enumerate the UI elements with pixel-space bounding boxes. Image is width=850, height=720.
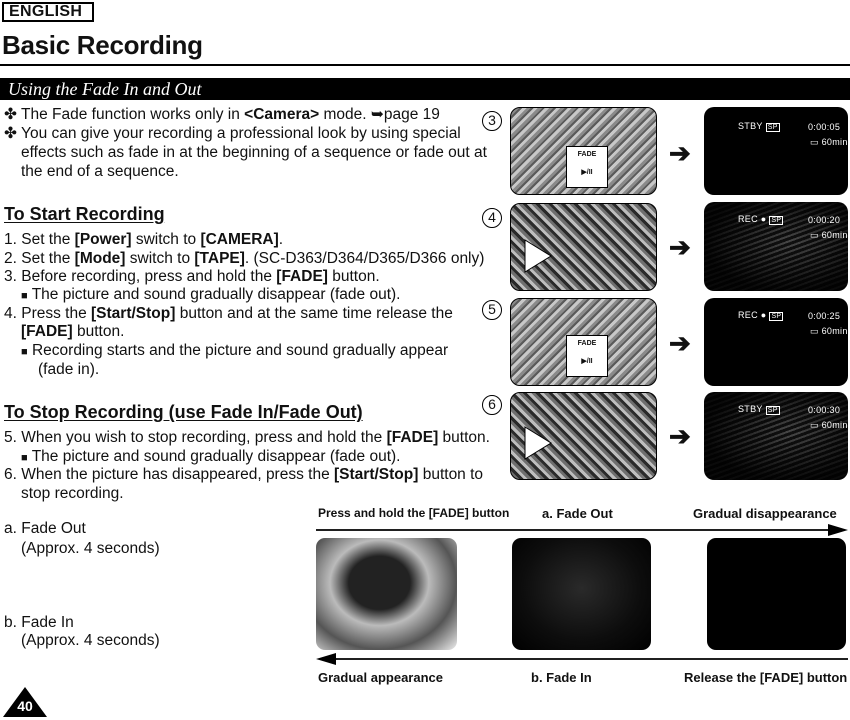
camera-photo-step-6 [510,392,657,480]
viewfinder-step-5 [704,298,848,386]
step-3: 3. Before recording, press and hold the [FADE] button. [4,268,380,285]
tape-icon: ▭ [810,326,819,336]
title-rule [0,64,850,66]
step-6-line-2: stop recording. [21,485,124,502]
square-bullet-icon: ■ [21,346,28,358]
step-4-note-line-2: (fade in). [38,361,100,378]
play-pause-label: ▶/II [581,358,593,365]
right-arrow-icon: ➔ [669,232,691,262]
time-readout: 0:00:20 [808,215,841,225]
fade-out-arrow-icon [316,524,848,536]
viewfinder-step-3 [704,107,848,195]
intro-bullet-1: ✤ The Fade function works only in <Camera> mode. ➥page 19 [4,106,440,123]
start-heading: To Start Recording [4,204,165,224]
step-5-note: ■ The picture and sound gradually disappear (fade out). [21,448,401,465]
time-readout: 0:00:25 [808,311,841,321]
language-tab: ENGLISH [2,2,94,22]
status-readout: STBY SP [738,404,778,414]
right-arrow-icon: ➔ [669,328,691,358]
right-arrow-icon: ➔ [669,138,691,168]
tape-remaining: ▭ 60min [810,230,848,240]
step-2: 2. Set the [Mode] switch to [TAPE]. (SC-D363/D364/D365/D366 only) [4,250,485,267]
sequence-label-fade-in: b. Fade In [531,670,592,685]
square-bullet-icon: ■ [21,290,28,302]
sequence-frame-full-picture [316,538,457,650]
step-number-4: 4 [482,208,502,228]
step-4-line-2: [FADE] button. [21,323,125,340]
step-number-6: 6 [482,395,502,415]
fade-button: FADE ▶/II [566,335,608,377]
intro-bullet-2-line-2: effects such as fade in at the beginning of a sequence or fade out at [21,144,487,161]
sequence-label-appearance: Gradual appearance [318,670,443,685]
sequence-label-release: Release the [FADE] button [684,670,848,685]
legend-fade-out-duration: (Approx. 4 seconds) [21,540,160,557]
tape-remaining: ▭ 60min [810,326,848,336]
status-readout: REC ● SP [738,310,782,320]
play-pause-label: ▶/II [581,169,593,176]
intro-bullet-2: ✤ You can give your recording a professional look by using special [4,125,461,142]
camera-photo-step-5 [510,298,657,386]
sequence-frame-black [707,538,846,650]
legend-fade-in-duration: (Approx. 4 seconds) [21,632,160,649]
page-title: Basic Recording [2,30,203,60]
legend-fade-out-title: a. Fade Out [4,520,86,537]
sequence-label-press: Press and hold the [FADE] button [318,506,510,520]
bullet-icon: ✤ [4,106,17,123]
square-bullet-icon: ■ [21,452,28,464]
press-arrow-icon [511,204,657,291]
tape-icon: ▭ [810,137,819,147]
tape-icon: ▭ [810,420,819,430]
tape-remaining: ▭ 60min [810,137,848,147]
bullet-icon: ✤ [4,125,17,142]
section-title: Using the Fade In and Out [0,78,850,100]
step-4: 4. Press the [Start/Stop] button and at the same time release the [4,305,453,322]
viewfinder-step-6 [704,392,848,480]
fade-in-arrow-icon [316,653,848,665]
time-readout: 0:00:30 [808,405,841,415]
legend-fade-in-title: b. Fade In [4,614,74,631]
tape-remaining: ▭ 60min [810,420,848,430]
step-5: 5. When you wish to stop recording, press and hold the [FADE] button. [4,429,490,446]
sequence-frame-fading [512,538,651,650]
sequence-label-disappearance: Gradual disappearance [693,506,837,521]
viewfinder-step-4 [704,202,848,291]
status-readout: STBY SP [738,121,778,131]
intro-bullet-2-line-3: the end of a sequence. [21,163,179,180]
camera-photo-step-3 [510,107,657,195]
time-readout: 0:00:05 [808,122,841,132]
step-6: 6. When the picture has disappeared, press the [Start/Stop] button to [4,466,484,483]
step-number-3: 3 [482,111,502,131]
step-1: 1. Set the [Power] switch to [CAMERA]. [4,231,284,248]
camera-photo-step-4 [510,203,657,291]
step-4-note: ■ Recording starts and the picture and sound gradually appear [21,342,449,359]
step-3-note: ■ The picture and sound gradually disappear (fade out). [21,286,401,303]
stop-heading: To Stop Recording (use Fade In/Fade Out) [4,402,363,422]
fade-button: FADE ▶/II [566,146,608,188]
page-number: 40 [17,698,33,714]
step-number-5: 5 [482,300,502,320]
right-arrow-icon: ➔ [669,421,691,451]
tape-icon: ▭ [810,230,819,240]
status-readout: REC ● SP [738,214,782,224]
press-arrow-icon [511,393,657,480]
sequence-label-fade-out: a. Fade Out [542,506,613,521]
